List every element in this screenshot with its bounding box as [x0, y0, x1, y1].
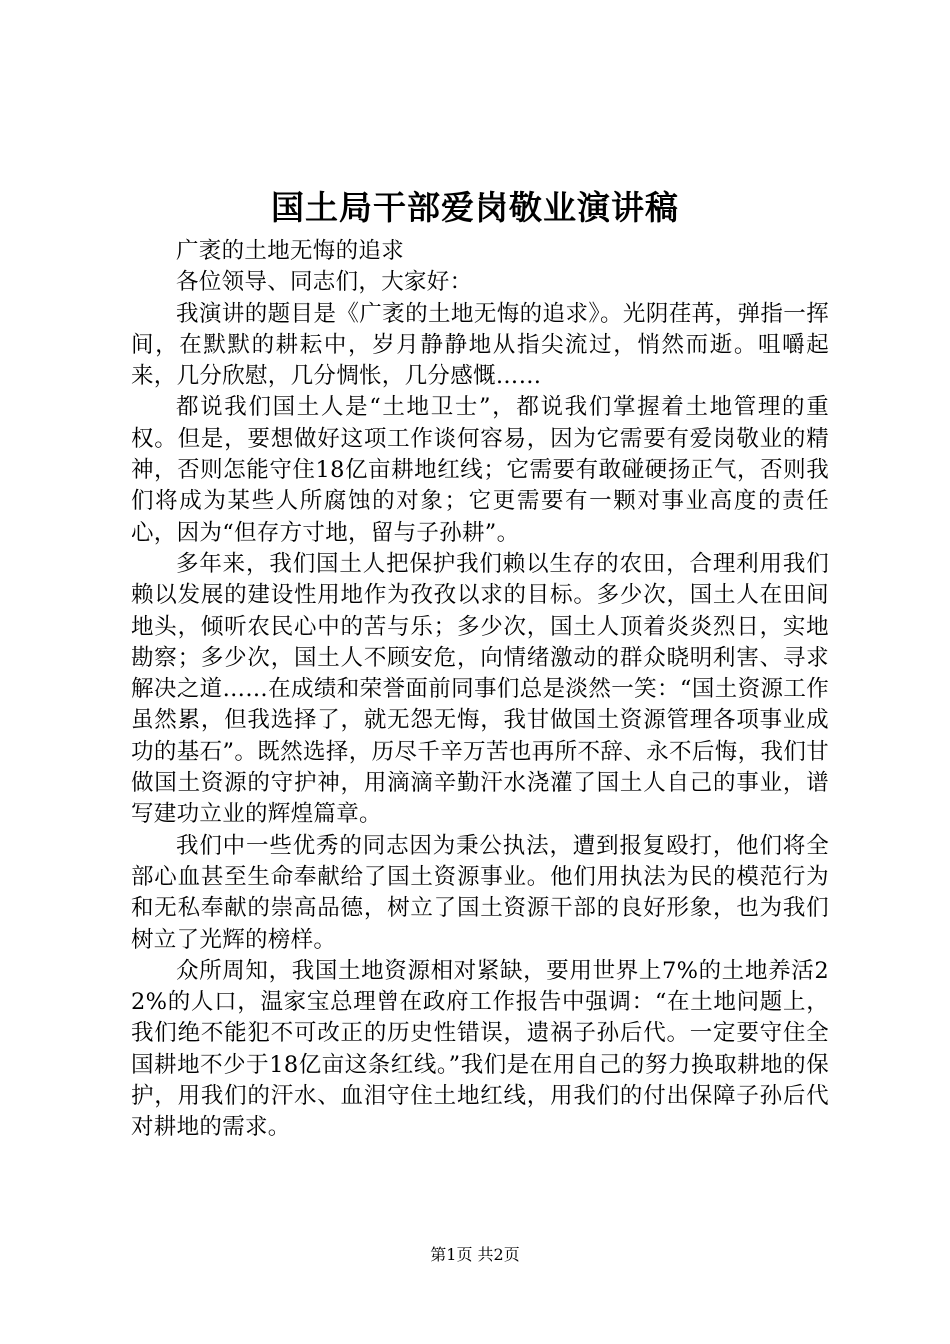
- paragraph-greeting: 各位领导、同志们，大家好：: [176, 269, 473, 296]
- paragraph: 我演讲的题目是《广袤的土地无悔的追求》。光阴荏苒，弹指一挥间，在默默的耕耘中，岁月静静地从指尖流过，悄然而逝。咀嚼起来，几分欣慰，几分惆怅，几分感慨……: [131, 300, 829, 390]
- page-number-footer: 第1页 共2页: [430, 1245, 520, 1264]
- document-title: 国土局干部爱岗敬业演讲稿: [271, 188, 679, 227]
- paragraph-subtitle: 广袤的土地无悔的追求: [176, 238, 405, 264]
- paragraph: 多年来，我们国土人把保护我们赖以生存的农田，合理利用我们赖以发展的建设性用地作为孜孜以求的目标。多少次，国土人在田间地头，倾听农民心中的苦与乐；多少次，国土人顶着炎炎烈日，实地勘察；多少次，国土人不顾安危，向情绪激动的群众晓明利害、寻求解决之道……在成绩和荣誉面前同事们总是淡然一笑：“国土资源工作虽然累，但我选择了，就无怨无悔，我甘做国土资源管理各项事业成功的基石”。既然选择，历尽千辛万苦也再所不辞、永不后悔，我们甘做国土资源的守护神，用滴滴辛勤汗水浇灌了国土人自己的事业，谱写建功立业的辉煌篇章。: [131, 550, 829, 828]
- paragraph: 我们中一些优秀的同志因为秉公执法，遭到报复殴打，他们将全部心血甚至生命奉献给了国土资源事业。他们用执法为民的模范行为和无私奉献的崇高品德，树立了国土资源干部的良好形象，也为我们树立了光辉的榜样。: [131, 832, 829, 953]
- paragraph: 众所周知，我国土地资源相对紧缺，要用世界上7%的土地养活22%的人口，温家宝总理曾在政府工作报告中强调：“在土地问题上，我们绝不能犯不可改正的历史性错误，遗祸子孙后代。一定要守住全国耕地不少于18亿亩这条红线。”我们是在用自己的努力换取耕地的保护，用我们的汗水、血泪守住土地红线，用我们的付出保障子孙后代对耕地的需求。: [131, 957, 829, 1141]
- paragraph: 都说我们国土人是“土地卫士”，都说我们掌握着土地管理的重权。但是，要想做好这项工作谈何容易，因为它需要有爱岗敬业的精神，否则怎能守住18亿亩耕地红线；它需要有敢碰硬扬正气，否则我们将成为某些人所腐蚀的对象；它更需要有一颗对事业高度的责任心，因为“但存方寸地，留与子孙耕”。: [131, 394, 829, 546]
- document-body: [131, 236, 829, 1144]
